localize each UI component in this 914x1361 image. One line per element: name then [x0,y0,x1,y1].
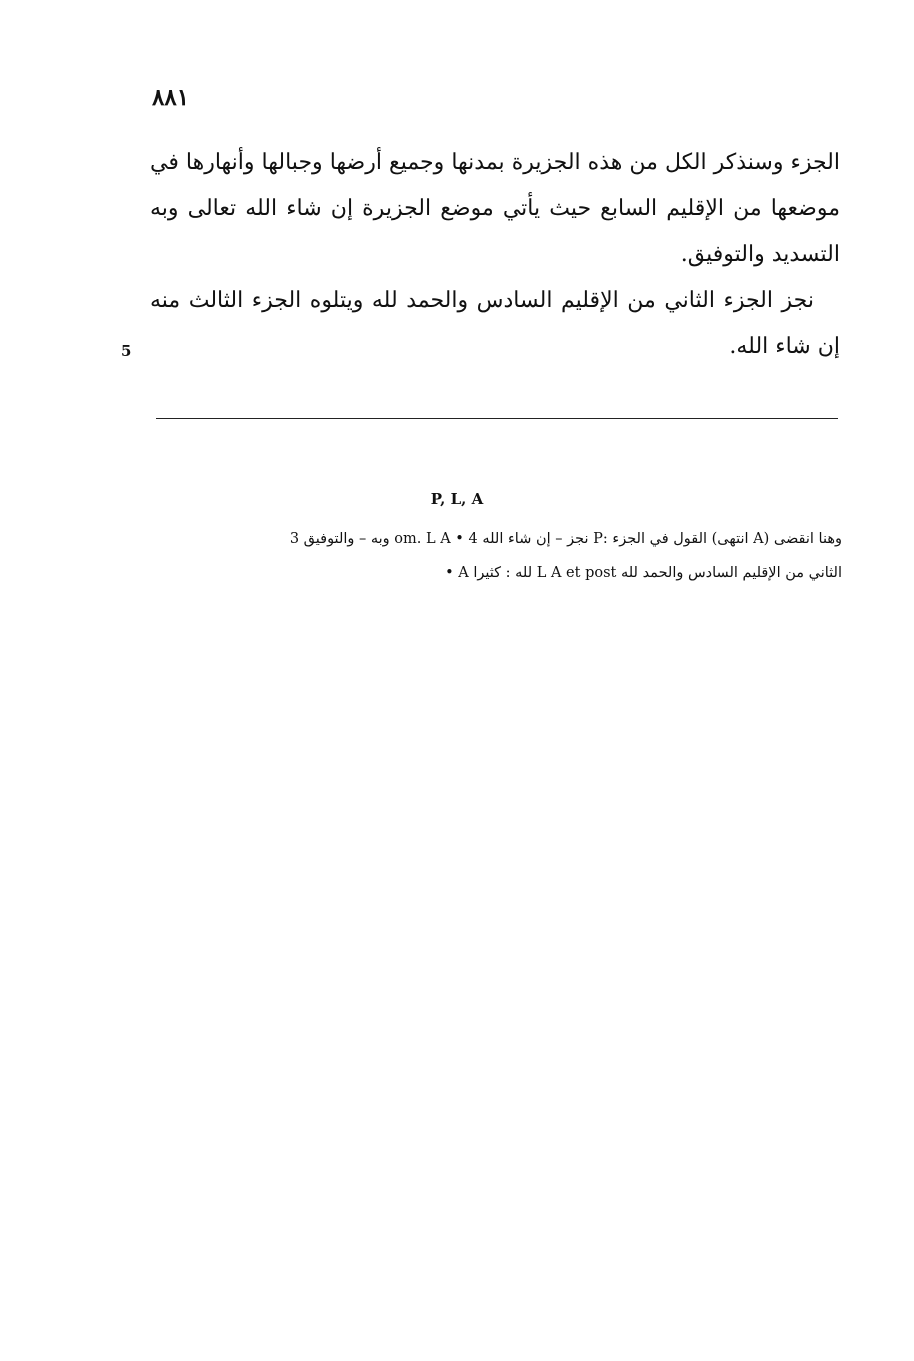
page-number: ٨٨١ [152,84,190,111]
apparatus-line: الثاني من الإقليم السادس والحمد لله L A et post لله : كثيرا A • [445,565,842,581]
footnote-divider [156,418,838,419]
apparatus-sigla: P, L, A [430,490,484,508]
main-text [150,140,840,370]
critical-apparatus [150,522,842,590]
main-paragraph: الجزء وسنذكر الكل من هذه الجزيرة بمدنها وجميع أرضها وجبالها وأنهارها في موضعها من الإقليم السابع حيث يأتي موضع الجزيرة إن شاء الله تعالى وبه التسديد والتوفيق. [150,150,841,267]
main-paragraph: نجز الجزء الثاني من الإقليم السادس والحمد لله ويتلوه الجزء الثالث منه إن شاء الله. [150,288,840,359]
line-number-marker: 5 [121,342,132,360]
apparatus-line: وهنا انقضى (A انتهى) القول في الجزء :P نجز – إن شاء الله 4 • om. L A وبه – والتوفيق 3 [289,531,842,547]
